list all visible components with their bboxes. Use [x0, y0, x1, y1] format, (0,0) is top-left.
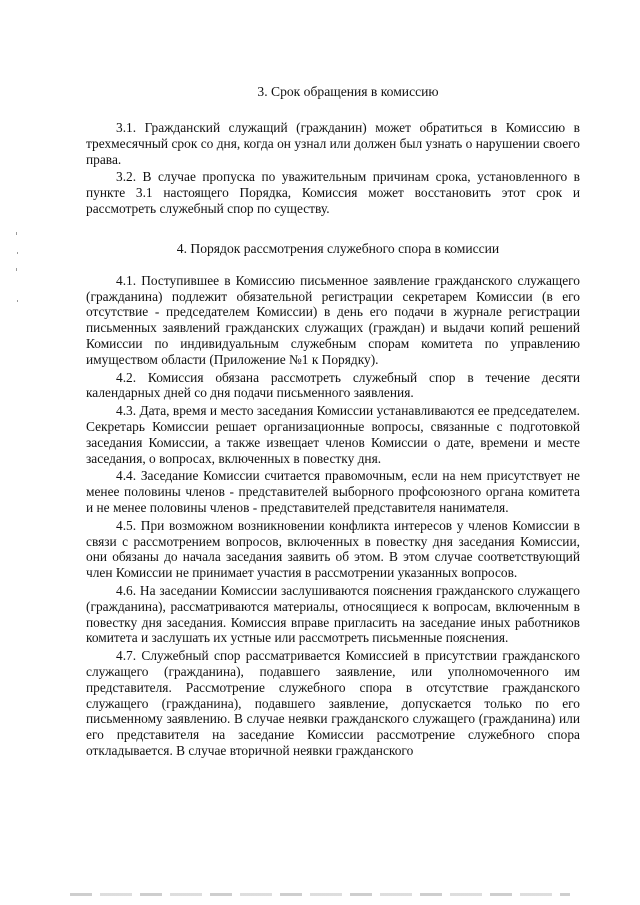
paragraph-4-4: 4.4. Заседание Комиссии считается правомочным, если на нем присутствует не менее половины членов - представителей выборного профсоюзного органа комитета и не менее половины членов - представителей представителя нанимателя.	[86, 468, 580, 515]
paragraph-3-2: 3.2. В случае пропуска по уважительным причинам срока, установленного в пункте 3.1 настоящего Порядка, Комиссия может восстановить этот срок и рассмотреть служебный спор по существу.	[86, 169, 580, 216]
scan-artifact	[16, 268, 17, 271]
scan-footer-artifact	[70, 893, 570, 896]
paragraph-4-2: 4.2. Комиссия обязана рассмотреть служебный спор в течение десяти календарных дней со дня подачи письменного заявления.	[86, 369, 580, 401]
paragraph-3-1: 3.1. Гражданский служащий (гражданин) может обратиться в Комиссию в трехмесячный срок со дня, когда он узнал или должен был узнать о нарушении своего права.	[86, 120, 580, 167]
scan-artifact	[17, 300, 18, 302]
section-4-title: 4. Порядок рассмотрения служебного спора в комиссии	[176, 240, 500, 256]
document-body	[86, 84, 580, 761]
paragraph-4-5: 4.5. При возможном возникновении конфликта интересов у членов Комиссии в связи с рассмотрением вопросов, включенных в повестку дня заседания Комиссии, они обязаны до начала заседания заявить об этом. В этом случае соответствующий член Комиссии не принимает участия в рассмотрении указанных вопросов.	[86, 517, 580, 581]
paragraph-4-6: 4.6. На заседании Комиссии заслушиваются пояснения гражданского служащего (гражданина), рассматриваются материалы, относящиеся к вопросам, включенным в повестку дня заседания. Комиссия вправе пригласить на заседание иных работников комитета и заслушать их устные или рассмотреть письменные пояснения.	[86, 582, 580, 646]
paragraph-4-1: 4.1. Поступившее в Комиссию письменное заявление гражданского служащего (гражданина) подлежит обязательной регистрации секретарем Комиссии (в его отсутствие - председателем Комиссии) в день его подачи в журнале регистрации письменных заявлений гражданских служащих (граждан) и выдачи копий решений Комиссии по индивидуальным служебным спорам комитета по управлению имуществом области (Приложение №1 к Порядку).	[86, 272, 580, 367]
scan-artifact	[17, 252, 18, 254]
scan-artifact	[16, 232, 17, 235]
paragraph-4-7: 4.7. Служебный спор рассматривается Комиссией в присутствии гражданского служащего (гражданина), подавшего заявление, или уполномоченного им представителя. Рассмотрение служебного спора в отсутствие гражданского служащего (гражданина), подавшего заявление, допускается только по его письменному заявлению. В случае неявки гражданского служащего (гражданина) или его представителя на заседание Комиссии рассмотрение служебного спора откладывается. В случае вторичной неявки гражданского	[86, 648, 580, 758]
section-3-title: 3. Срок обращения в комиссию	[257, 84, 439, 99]
paragraph-4-3: 4.3. Дата, время и место заседания Комиссии устанавливаются ее председателем. Секретарь Комиссии решает организационные вопросы, связанные с подготовкой заседания Комиссии, а также извещает членов Комиссии о дате, времени и месте заседания, о вопросах, включенных в повестку дня.	[86, 403, 580, 466]
